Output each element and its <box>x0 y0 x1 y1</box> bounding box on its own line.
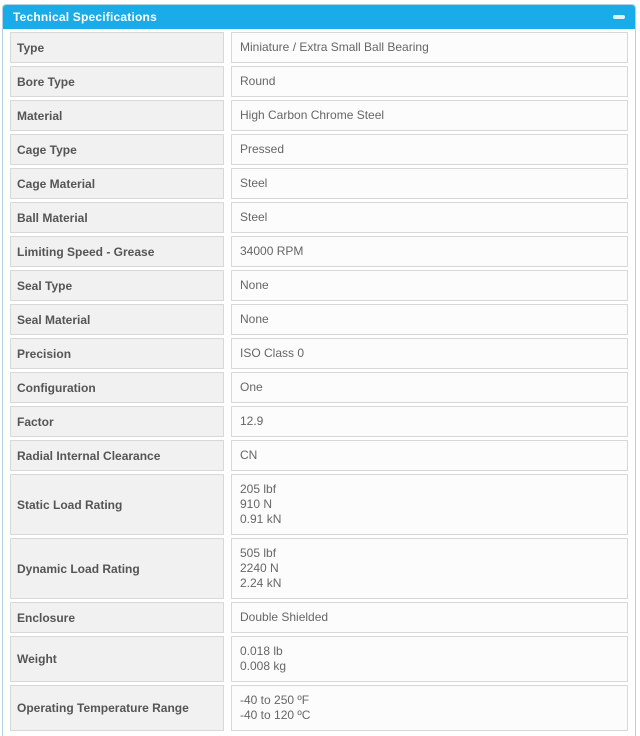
spec-value-cell <box>231 602 628 633</box>
spec-value-line: Miniature / Extra Small Ball Bearing <box>240 40 429 54</box>
spec-label-cell: Cage Material <box>10 168 224 199</box>
spec-label-cell: Enclosure <box>10 602 224 633</box>
spec-label-cell: Seal Type <box>10 270 224 301</box>
spec-table-row <box>10 338 628 369</box>
spec-table-row <box>10 636 628 682</box>
spec-value-line: -40 to 250 ºF <box>240 693 310 707</box>
spec-value-cell <box>231 406 628 437</box>
spec-table-row <box>10 134 628 165</box>
spec-table-row <box>10 66 628 97</box>
spec-value-cell <box>231 636 628 682</box>
spec-value-cell <box>231 440 628 471</box>
spec-value-cell <box>231 270 628 301</box>
spec-table-body <box>10 32 628 731</box>
spec-value-cell <box>231 134 628 165</box>
spec-table-row <box>10 538 628 599</box>
spec-label-cell: Static Load Rating <box>10 474 224 535</box>
spec-value-cell <box>231 474 628 535</box>
spec-label-cell: Seal Material <box>10 304 224 335</box>
spec-value-line: 0.008 kg <box>240 659 287 673</box>
spec-label-cell: Ball Material <box>10 202 224 233</box>
spec-table-row <box>10 202 628 233</box>
spec-table-row <box>10 372 628 403</box>
spec-label-cell: Dynamic Load Rating <box>10 538 224 599</box>
spec-table-row <box>10 304 628 335</box>
spec-table-row <box>10 474 628 535</box>
spec-value-line: 2.24 kN <box>240 576 282 590</box>
spec-label-cell: Type <box>10 32 224 63</box>
spec-value-line: 205 lbf <box>240 482 277 496</box>
spec-value-line: Steel <box>240 176 268 190</box>
spec-value-line: 34000 RPM <box>240 244 304 258</box>
spec-value-cell <box>231 538 628 599</box>
spec-value-line: 505 lbf <box>240 546 277 560</box>
spec-value-line: Double Shielded <box>240 610 329 624</box>
spec-label-cell: Weight <box>10 636 224 682</box>
spec-value-line: 12.9 <box>240 414 264 428</box>
spec-value-line: -40 to 120 ºC <box>240 708 311 722</box>
spec-table-row <box>10 100 628 131</box>
spec-label-cell: Material <box>10 100 224 131</box>
spec-value-cell <box>231 100 628 131</box>
spec-value-line: None <box>240 312 269 326</box>
spec-value-line: 910 N <box>240 497 273 511</box>
spec-value-line: 0.018 lb <box>240 644 283 658</box>
spec-label-cell: Operating Temperature Range <box>10 685 224 731</box>
spec-label-cell: Configuration <box>10 372 224 403</box>
collapse-minus-icon[interactable] <box>613 15 625 19</box>
spec-value-cell <box>231 202 628 233</box>
spec-table-row <box>10 236 628 267</box>
spec-value-cell <box>231 304 628 335</box>
spec-value-cell <box>231 168 628 199</box>
spec-value-line: ISO Class 0 <box>240 346 305 360</box>
spec-table-row <box>10 270 628 301</box>
spec-value-line: 2240 N <box>240 561 279 575</box>
spec-value-line: CN <box>240 448 258 462</box>
spec-label-cell: Cage Type <box>10 134 224 165</box>
spec-value-line: Steel <box>240 210 268 224</box>
spec-table <box>3 29 635 734</box>
spec-label-cell: Limiting Speed - Grease <box>10 236 224 267</box>
spec-value-line: 0.91 kN <box>240 512 282 526</box>
spec-table-row <box>10 440 628 471</box>
spec-table-row <box>10 602 628 633</box>
spec-value-line: Pressed <box>240 142 285 156</box>
spec-table-row <box>10 168 628 199</box>
spec-label-cell: Precision <box>10 338 224 369</box>
technical-specifications-panel <box>2 4 636 736</box>
panel-title: Technical Specifications <box>13 10 157 24</box>
spec-table-row <box>10 685 628 731</box>
spec-value-cell <box>231 338 628 369</box>
spec-value-cell <box>231 32 628 63</box>
spec-table-row <box>10 32 628 63</box>
spec-value-line: Round <box>240 74 276 88</box>
spec-label-cell: Radial Internal Clearance <box>10 440 224 471</box>
spec-value-line: None <box>240 278 269 292</box>
spec-table-row <box>10 406 628 437</box>
panel-header[interactable] <box>3 5 635 29</box>
spec-label-cell: Bore Type <box>10 66 224 97</box>
spec-value-cell <box>231 685 628 731</box>
spec-value-cell <box>231 372 628 403</box>
spec-value-cell <box>231 66 628 97</box>
spec-value-cell <box>231 236 628 267</box>
spec-label-cell: Factor <box>10 406 224 437</box>
spec-value-line: One <box>240 380 263 394</box>
spec-value-line: High Carbon Chrome Steel <box>240 108 385 122</box>
